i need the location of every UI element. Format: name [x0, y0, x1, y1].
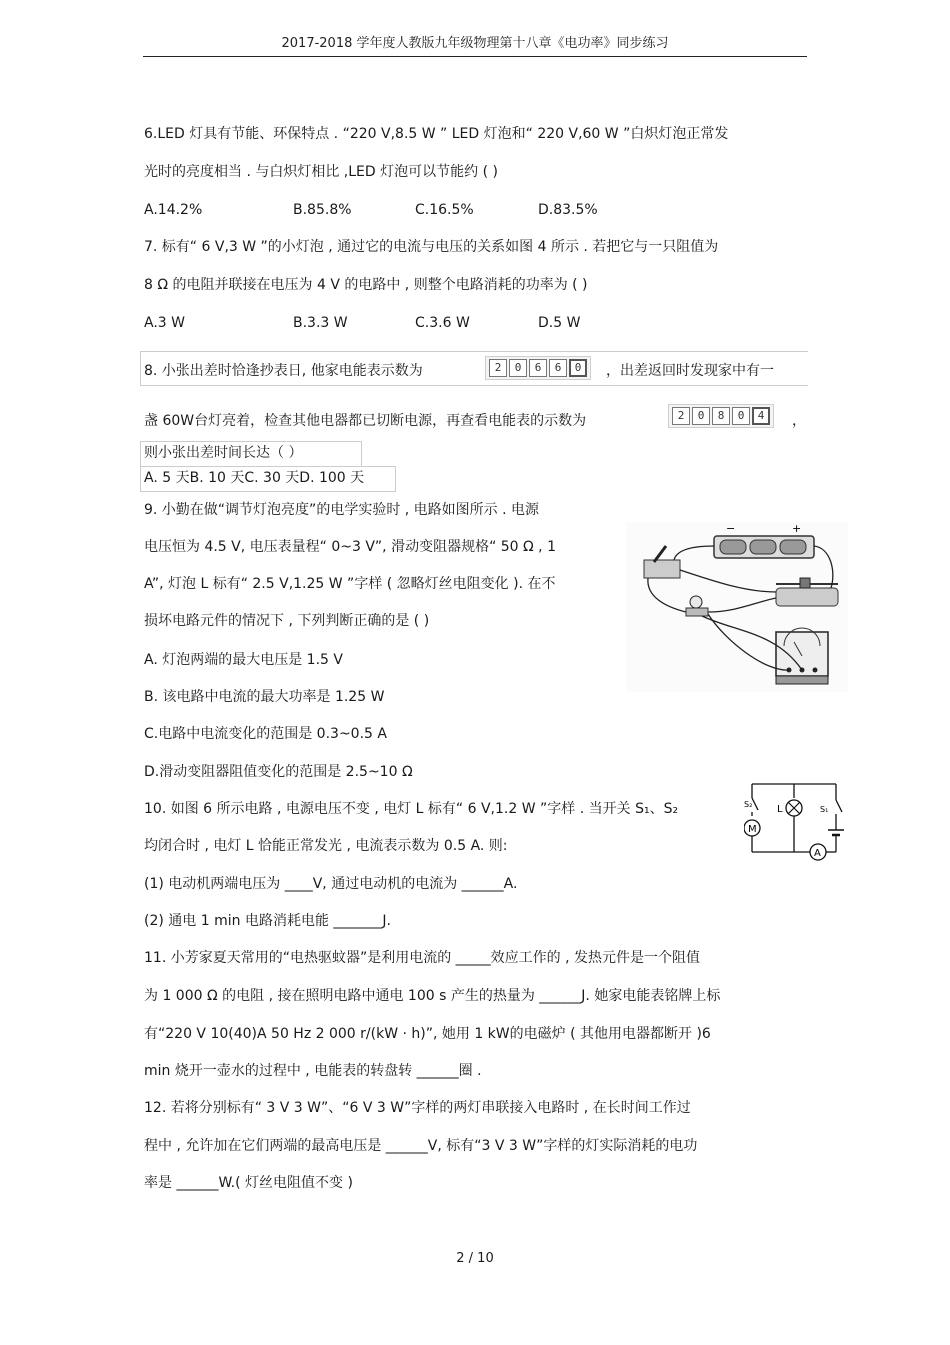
q9-line4: 损坏电路元件的情况下 , 下列判断正确的是 ( ) — [144, 613, 430, 629]
q7-line1: 7. 标有“ 6 V,3 W ”的小灯泡 , 通过它的电流与电压的关系如图 4 所示 . 若把它与一只阻值为 — [144, 239, 719, 255]
q10-line2: 均闭合时 , 电灯 L 恰能正常发光 , 电流表示数为 0.5 A. 则: — [144, 838, 508, 854]
q8-meter-reading-after — [668, 404, 774, 428]
q8-line1b: ，出差返回时发现家中有一 — [606, 363, 774, 379]
battery-plus-label: + — [792, 522, 802, 535]
meter1-digit-decimal: 0 — [569, 359, 587, 377]
meter2-digit: 0 — [732, 407, 750, 425]
q6-option-d: D.83.5% — [538, 202, 598, 218]
q9-option-c: C.电路中电流变化的范围是 0.3~0.5 A — [144, 726, 387, 742]
lamp-l-label: L — [777, 804, 783, 815]
q10-line4: (2) 通电 1 min 电路消耗电能 _______J. — [144, 913, 391, 929]
page-number: 2 / 10 — [456, 1251, 494, 1266]
q8-line3: 则小张出差时间长达（ ） — [144, 445, 303, 461]
q10-circuit-diagram — [744, 778, 848, 868]
meter1-digit: 6 — [529, 359, 547, 377]
q10-line3: (1) 电动机两端电压为 ____V, 通过电动机的电流为 ______A. — [144, 876, 518, 892]
q7-option-b: B.3.3 W — [293, 315, 348, 331]
q6-option-b: B.85.8% — [293, 202, 352, 218]
q6-option-c: C.16.5% — [415, 202, 474, 218]
q7-option-c: C.3.6 W — [415, 315, 470, 331]
ammeter-label: A — [814, 848, 821, 859]
meter2-digit: 8 — [712, 407, 730, 425]
q9-circuit-figure — [626, 522, 848, 692]
q8-line1a: 8. 小张出差时恰逢抄表日, 他家电能表示数为 — [144, 363, 423, 379]
q11-line1: 11. 小芳家夏天常用的“电热驱蚊器”是利用电流的 _____效应工作的 , 发热元件是一个阻值 — [144, 950, 701, 966]
q8-line2b: ， — [792, 413, 806, 429]
q8-line2a: 盏 60W台灯亮着，检查其他电器都已切断电源，再查看电能表的示数为 — [144, 413, 587, 429]
meter2-digit-decimal: 4 — [752, 407, 770, 425]
meter1-digit: 0 — [509, 359, 527, 377]
meter2-digit: 2 — [672, 407, 690, 425]
q6-line1: 6.LED 灯具有节能、环保特点 . “220 V,8.5 W ” LED 灯泡和“ 220 V,60 W ”白炽灯泡正常发 — [144, 126, 729, 142]
page-header: 2017-2018 学年度人教版九年级物理第十八章《电功率》同步练习 — [143, 34, 807, 57]
meter1-digit: 6 — [549, 359, 567, 377]
q9-line2: 电压恒为 4.5 V, 电压表量程“ 0~3 V”, 滑动变阻器规格“ 50 Ω , 1 — [144, 539, 556, 555]
q11-line2: 为 1 000 Ω 的电阻 , 接在照明电路中通电 100 s 产生的热量为 ______J. 她家电能表铭牌上标 — [144, 988, 721, 1004]
q12-line3: 率是 ______W.( 灯丝电阻值不变 ) — [144, 1175, 353, 1191]
q12-line1: 12. 若将分别标有“ 3 V 3 W”、“6 V 3 W”字样的两灯串联接入电路时 , 在长时间工作过 — [144, 1100, 691, 1116]
q8-line4: A. 5 天B. 10 天C. 30 天D. 100 天 — [144, 470, 365, 486]
meter1-digit: 2 — [489, 359, 507, 377]
q7-option-a: A.3 W — [144, 315, 185, 331]
q9-line3: A”, 灯泡 L 标有“ 2.5 V,1.25 W ”字样 ( 忽略灯丝电阻变化 ). 在不 — [144, 576, 556, 592]
q7-line2: 8 Ω 的电阻并联接在电压为 4 V 的电路中 , 则整个电路消耗的功率为 ( ) — [144, 277, 588, 293]
q9-option-b: B. 该电路中电流的最大功率是 1.25 W — [144, 689, 385, 705]
motor-label: M — [748, 824, 757, 835]
q12-line2: 程中 , 允许加在它们两端的最高电压是 ______V, 标有“3 V 3 W”字样的灯实际消耗的电功 — [144, 1138, 698, 1154]
q8-meter-reading-before — [485, 356, 591, 380]
battery-minus-label: − — [726, 522, 736, 535]
q11-line3: 有“220 V 10(40)A 50 Hz 2 000 r/(kW · h)”, 她用 1 kW的电磁炉 ( 其他用电器都断开 )6 — [144, 1026, 711, 1042]
q9-option-d: D.滑动变阻器阻值变化的范围是 2.5~10 Ω — [144, 764, 413, 780]
q7-option-d: D.5 W — [538, 315, 581, 331]
q11-line4: min 烧开一壶水的过程中 , 电能表的转盘转 ______圈 . — [144, 1063, 482, 1079]
switch-s1-label: S₁ — [820, 805, 829, 814]
q10-line1: 10. 如图 6 所示电路 , 电源电压不变 , 电灯 L 标有“ 6 V,1.2 W ”字样 . 当开关 S₁、S₂ — [144, 801, 679, 817]
q6-line2: 光时的亮度相当 . 与白炽灯相比 ,LED 灯泡可以节能约 ( ) — [144, 164, 498, 180]
q9-line1: 9. 小勤在做“调节灯泡亮度”的电学实验时 , 电路如图所示 . 电源 — [144, 502, 540, 518]
meter2-digit: 0 — [692, 407, 710, 425]
q9-option-a: A. 灯泡两端的最大电压是 1.5 V — [144, 652, 343, 668]
q6-option-a: A.14.2% — [144, 202, 203, 218]
switch-s2-label: S₂ — [744, 800, 753, 809]
